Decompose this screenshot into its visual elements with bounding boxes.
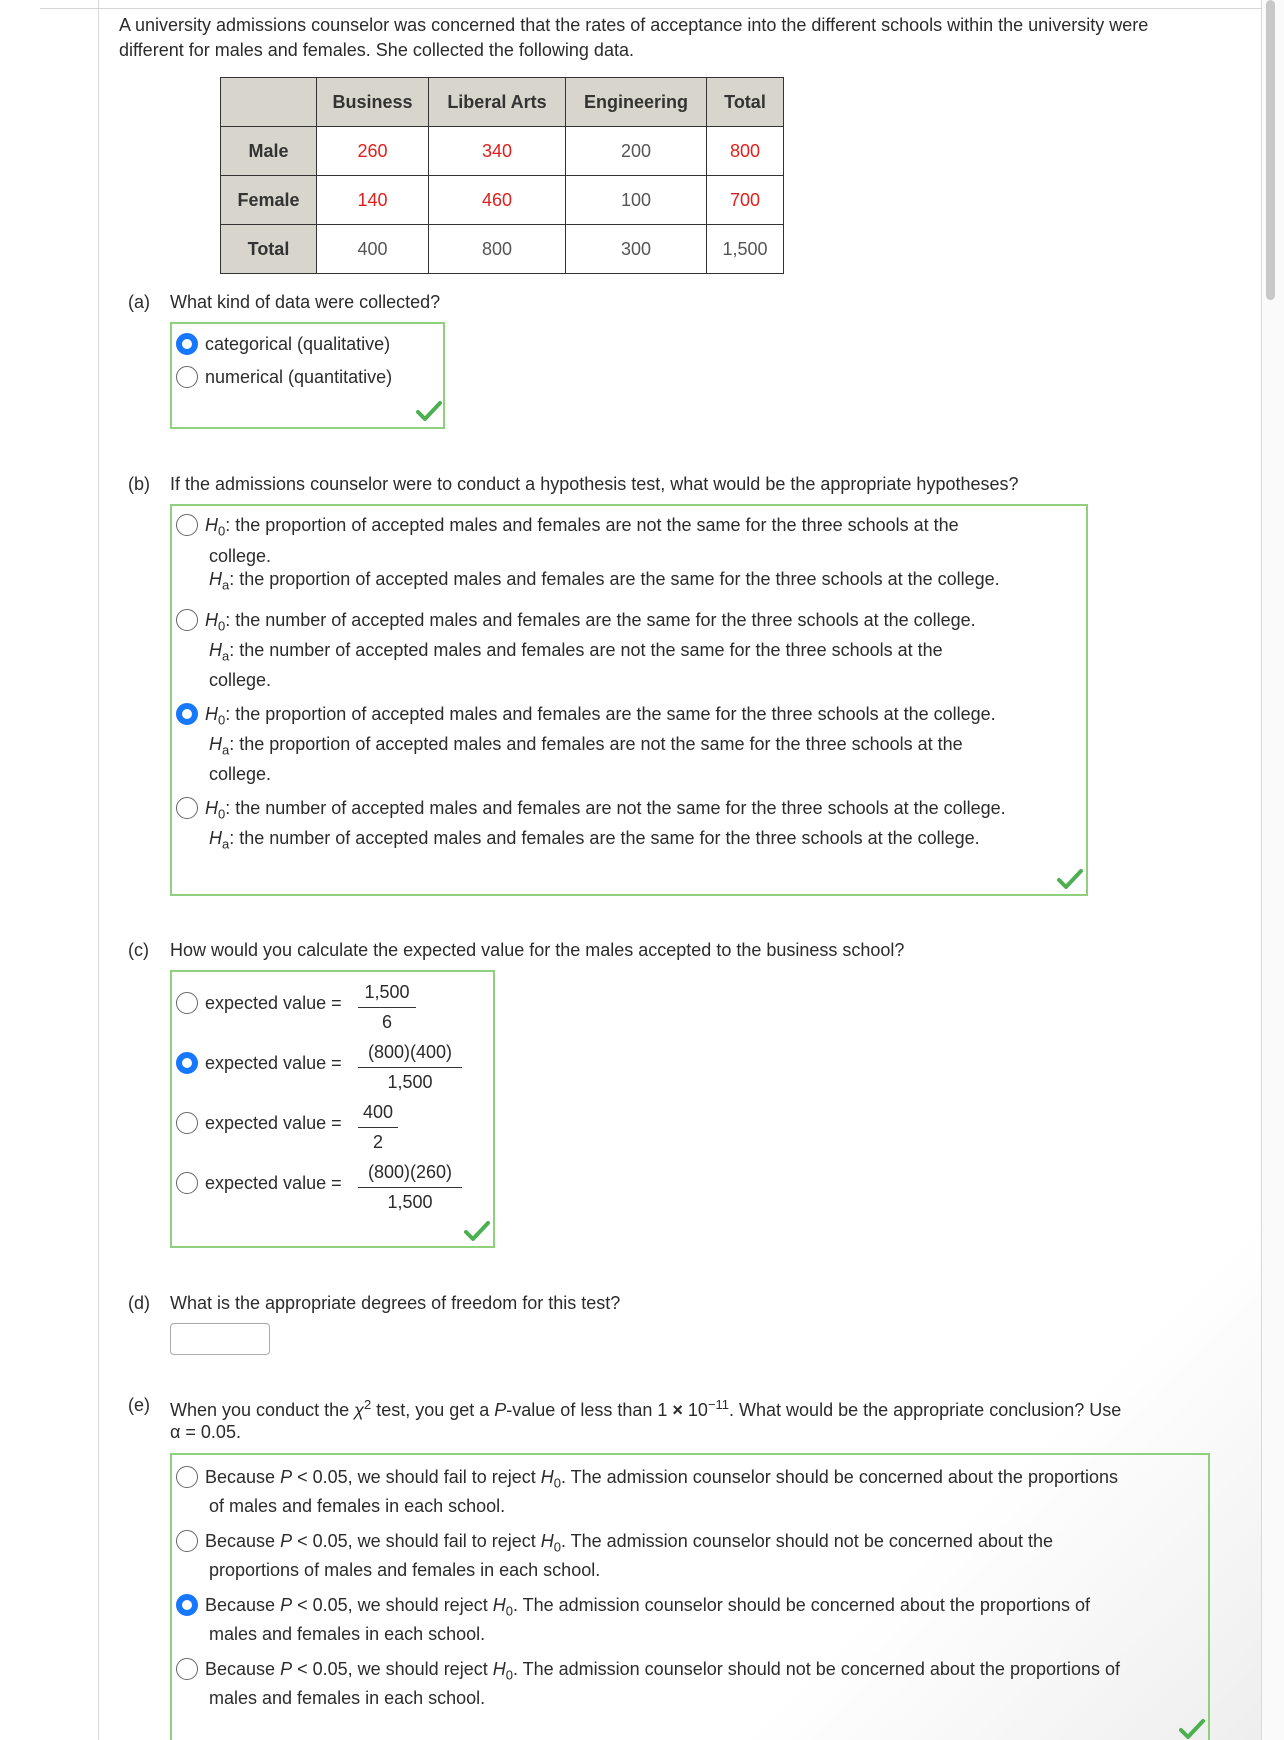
table-row xyxy=(221,127,784,176)
option-b-3-ha-cont[interactable]: college. xyxy=(209,764,272,784)
times-symbol: × xyxy=(672,1400,683,1420)
option-text: : the proportion of accepted males and females are not the same for the three schools at the xyxy=(229,734,963,754)
question-c-label: (c) xyxy=(128,940,149,960)
row-label: Female xyxy=(221,176,317,225)
table-cell: 300 xyxy=(566,225,707,274)
radio-b-option-2[interactable] xyxy=(176,609,198,631)
question-d-text: What is the appropriate degrees of freedom for this test? xyxy=(170,1293,621,1313)
question-d-label: (d) xyxy=(128,1293,150,1313)
intro-line-1: A university admissions counselor was concerned that the rates of acceptance into the different schools within the university were xyxy=(119,15,1149,35)
option-text: < 0.05, we should xyxy=(292,1531,444,1551)
numerator: (800)(400) xyxy=(358,1041,462,1068)
option-text: : the number of accepted males and females are not the same for the three schools at the college. xyxy=(225,798,1006,818)
radio-c-option-4[interactable] xyxy=(176,1172,198,1194)
h-symbol: H xyxy=(540,1531,554,1551)
p-symbol: P xyxy=(280,1595,293,1615)
chi-symbol: χ xyxy=(354,1400,364,1420)
option-e-4[interactable] xyxy=(205,1657,1120,1688)
table-row xyxy=(221,176,784,225)
q-part: When you conduct the xyxy=(170,1400,355,1420)
option-e-1-cont[interactable]: of males and females in each school. xyxy=(209,1496,506,1516)
fraction-c-2 xyxy=(358,1041,462,1093)
question-a-label: (a) xyxy=(128,292,150,312)
option-b-4-ha[interactable] xyxy=(209,826,980,857)
h-symbol: H xyxy=(492,1595,506,1615)
option-text: Because xyxy=(205,1595,281,1615)
radio-b-option-1[interactable] xyxy=(176,514,198,536)
option-b-1-h0[interactable] xyxy=(205,513,959,544)
table-header-row xyxy=(221,78,784,127)
p-symbol: P xyxy=(280,1659,293,1679)
option-text: fail to reject xyxy=(443,1467,541,1487)
h-symbol: H xyxy=(205,515,218,535)
option-text: . The admission counselor should be concerned about the proportions of xyxy=(512,1595,1090,1615)
numerator: (800)(260) xyxy=(358,1161,462,1188)
correct-check-icon xyxy=(416,400,442,422)
radio-b-option-3[interactable] xyxy=(176,703,198,725)
question-e-label: (e) xyxy=(128,1395,150,1415)
option-text: . The admission counselor should not be concerned about the proportions of xyxy=(512,1659,1121,1679)
option-text: < 0.05, we should xyxy=(292,1659,444,1679)
q-part: . What would be the appropriate conclusion? Use xyxy=(729,1400,1122,1420)
correct-check-icon xyxy=(464,1220,490,1242)
row-label: Male xyxy=(221,127,317,176)
degrees-of-freedom-input[interactable] xyxy=(170,1323,270,1355)
fraction-c-3 xyxy=(358,1101,398,1153)
option-b-1-h0-cont[interactable]: college. xyxy=(209,546,272,566)
h-symbol: H xyxy=(205,610,218,630)
option-e-2[interactable] xyxy=(205,1529,1053,1560)
h-symbol: H xyxy=(209,828,222,848)
option-b-2-ha-cont[interactable]: college. xyxy=(209,670,272,690)
exponent: −11 xyxy=(707,1397,730,1412)
subscript: 0 xyxy=(505,1667,513,1683)
numerator: 400 xyxy=(358,1101,398,1128)
subscript: a xyxy=(222,577,230,593)
option-text: : the number of accepted males and females are the same for the three schools at the college. xyxy=(229,828,980,848)
subscript: 0 xyxy=(553,1475,561,1491)
numerator: 1,500 xyxy=(358,981,416,1008)
subscript: 0 xyxy=(218,712,226,728)
p-symbol: P xyxy=(494,1400,507,1420)
subscript: a xyxy=(222,742,230,758)
option-text: Because xyxy=(205,1467,281,1487)
radio-e-option-2[interactable] xyxy=(176,1530,198,1552)
radio-e-option-4[interactable] xyxy=(176,1658,198,1680)
denominator: 1,500 xyxy=(387,1192,433,1212)
subscript: 0 xyxy=(505,1603,513,1619)
radio-b-option-4[interactable] xyxy=(176,797,198,819)
table-corner-cell xyxy=(221,78,317,127)
option-text: . The admission counselor should be concerned about the proportions xyxy=(560,1467,1118,1487)
subscript: a xyxy=(222,836,230,852)
option-a-1[interactable]: categorical (qualitative) xyxy=(205,334,391,354)
h-symbol: H xyxy=(492,1659,506,1679)
fraction-c-1 xyxy=(358,981,416,1033)
intro-text xyxy=(119,13,1148,63)
option-b-1-ha[interactable] xyxy=(209,567,1000,598)
option-e-4-cont[interactable]: males and females in each school. xyxy=(209,1688,486,1708)
option-text: Because xyxy=(205,1531,281,1551)
question-e-alpha: α = 0.05. xyxy=(170,1422,241,1442)
correct-check-icon xyxy=(1057,868,1083,890)
radio-a-option-2[interactable] xyxy=(176,366,198,388)
table-cell: 200 xyxy=(566,127,707,176)
option-e-3[interactable] xyxy=(205,1593,1090,1624)
radio-c-option-2[interactable] xyxy=(176,1052,198,1074)
subscript: 0 xyxy=(553,1539,561,1555)
data-table xyxy=(220,77,784,274)
q-part: -value of less than 1 xyxy=(506,1400,673,1420)
option-text: . The admission counselor should not be concerned about the xyxy=(560,1531,1053,1551)
subscript: a xyxy=(222,648,230,664)
h-symbol: H xyxy=(209,640,222,660)
option-e-1[interactable] xyxy=(205,1465,1118,1496)
question-b-label: (b) xyxy=(128,474,150,494)
denominator: 1,500 xyxy=(387,1072,433,1092)
option-text: Because xyxy=(205,1659,281,1679)
subscript: 0 xyxy=(218,523,226,539)
option-text: : the number of accepted males and females are the same for the three schools at the college. xyxy=(225,610,976,630)
option-text: : the proportion of accepted males and females are not the same for the three schools at the xyxy=(225,515,959,535)
denominator: 6 xyxy=(381,1012,392,1032)
option-a-2[interactable]: numerical (quantitative) xyxy=(205,367,393,387)
option-e-2-cont[interactable]: proportions of males and females in each school. xyxy=(209,1560,601,1580)
h-symbol: H xyxy=(209,734,222,754)
table-cell: 1,500 xyxy=(707,225,784,274)
option-text: reject xyxy=(443,1659,493,1679)
h-symbol: H xyxy=(209,569,222,589)
question-c-text: How would you calculate the expected value for the males accepted to the business school? xyxy=(170,940,905,960)
option-text: reject xyxy=(443,1595,493,1615)
subscript: 0 xyxy=(218,618,226,634)
radio-a-option-1[interactable] xyxy=(176,333,198,355)
table-header: Business xyxy=(317,78,429,127)
h-symbol: H xyxy=(205,798,218,818)
option-text: : the proportion of accepted males and females are the same for the three schools at the college. xyxy=(225,704,996,724)
radio-e-option-3[interactable] xyxy=(176,1594,198,1616)
correct-check-icon xyxy=(1179,1718,1205,1740)
chi-exponent: 2 xyxy=(363,1397,372,1412)
table-header: Total xyxy=(707,78,784,127)
option-e-3-cont[interactable]: males and females in each school. xyxy=(209,1624,486,1644)
table-header: Engineering xyxy=(566,78,707,127)
option-b-2-ha[interactable] xyxy=(209,638,943,669)
option-b-3-ha[interactable] xyxy=(209,732,963,763)
table-cell: 140 xyxy=(317,176,429,225)
radio-c-option-1[interactable] xyxy=(176,992,198,1014)
expected-value-label[interactable]: expected value = xyxy=(205,1053,342,1073)
table-cell: 260 xyxy=(317,127,429,176)
option-b-3-h0[interactable] xyxy=(205,702,996,733)
top-divider xyxy=(40,0,1262,9)
option-b-2-h0[interactable] xyxy=(205,608,976,639)
row-label: Total xyxy=(221,225,317,274)
table-cell: 800 xyxy=(429,225,566,274)
p-symbol: P xyxy=(280,1531,293,1551)
option-text: : the proportion of accepted males and females are the same for the three schools at the college. xyxy=(229,569,1000,589)
p-symbol: P xyxy=(280,1467,293,1487)
expected-value-label[interactable]: expected value = xyxy=(205,1173,342,1193)
question-b-text: If the admissions counselor were to conduct a hypothesis test, what would be the appropriate hypotheses? xyxy=(170,474,1019,494)
expected-value-label[interactable]: expected value = xyxy=(205,993,342,1013)
option-text: < 0.05, we should xyxy=(292,1595,444,1615)
option-text: < 0.05, we should xyxy=(292,1467,444,1487)
table-cell: 400 xyxy=(317,225,429,274)
subscript: 0 xyxy=(218,806,226,822)
q-part: test, you get a xyxy=(371,1400,495,1420)
table-cell: 700 xyxy=(707,176,784,225)
q-part: 10 xyxy=(682,1400,708,1420)
expected-value-label[interactable]: expected value = xyxy=(205,1113,342,1133)
radio-c-option-3[interactable] xyxy=(176,1112,198,1134)
question-e-text xyxy=(170,1393,1121,1422)
table-cell: 100 xyxy=(566,176,707,225)
option-text: : the number of accepted males and females are not the same for the three schools at the xyxy=(229,640,943,660)
table-header: Liberal Arts xyxy=(429,78,566,127)
option-b-4-h0[interactable] xyxy=(205,796,1006,827)
h-symbol: H xyxy=(540,1467,554,1487)
table-cell: 800 xyxy=(707,127,784,176)
denominator: 2 xyxy=(372,1132,383,1152)
table-cell: 340 xyxy=(429,127,566,176)
h-symbol: H xyxy=(205,704,218,724)
question-a-text: What kind of data were collected? xyxy=(170,292,441,312)
radio-e-option-1[interactable] xyxy=(176,1466,198,1488)
option-text: fail to reject xyxy=(443,1531,541,1551)
table-cell: 460 xyxy=(429,176,566,225)
intro-line-2: different for males and females. She collected the following data. xyxy=(119,40,634,60)
scrollbar-thumb[interactable] xyxy=(1266,0,1275,300)
fraction-c-4 xyxy=(358,1161,462,1213)
table-row xyxy=(221,225,784,274)
